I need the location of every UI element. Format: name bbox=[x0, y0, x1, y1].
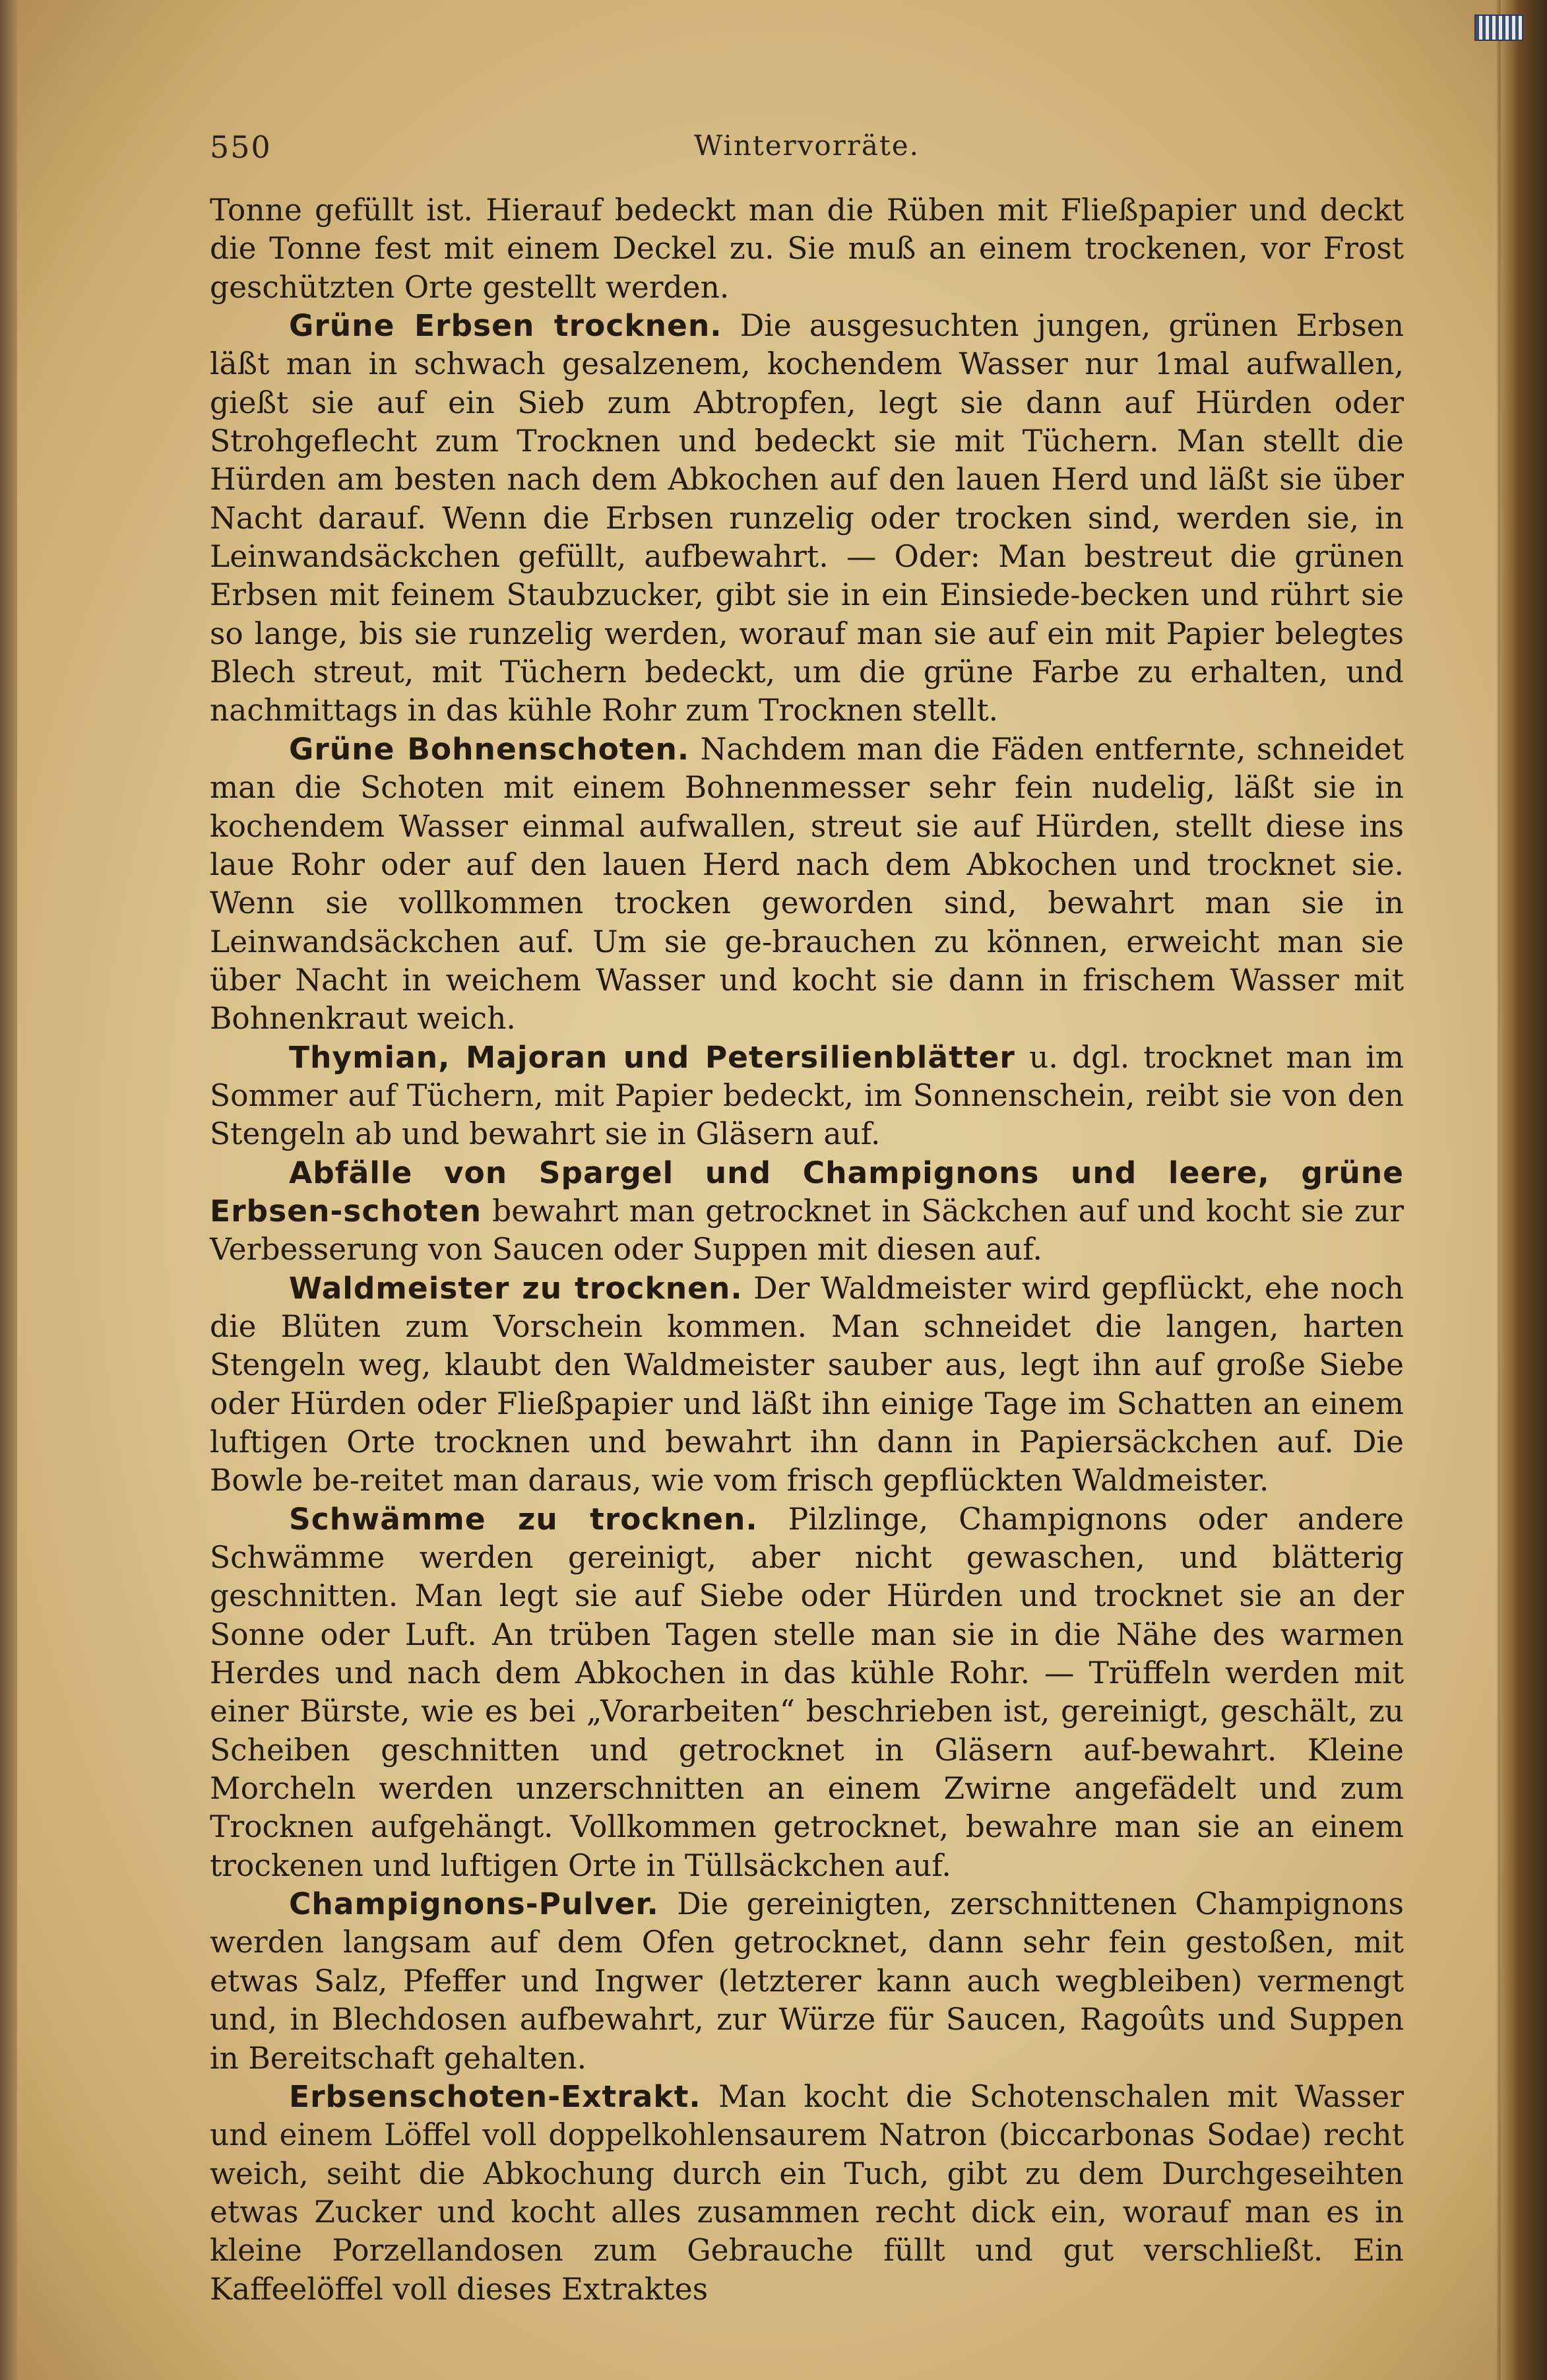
recipe-heading: Grüne Erbsen trocknen. bbox=[289, 308, 722, 344]
left-page-edge bbox=[0, 0, 17, 2380]
paragraph-text: Nachdem man die Fäden entfernte, schneidet man die Schoten mit einem Bohnenmesser sehr fein nudelig, läßt sie in kochendem Wasser einmal aufwallen, streut sie auf Hürden, stellt diese ins laue Rohr oder auf den lauen Herd nach dem Abkochen und trocknet sie. Wenn sie vollkommen trocken geworden sind, bewahrt man sie in Leinwandsäckchen auf. Um sie ge-brauchen zu können, erweicht man sie über Nacht in weichem Wasser und kocht sie dann in frischem Wasser mit Bohnenkraut weich. bbox=[210, 731, 1404, 1037]
paragraph-continuation bbox=[210, 191, 1404, 307]
paragraph-text: Die gereinigten, zerschnittenen Champignons werden langsam auf dem Ofen getrocknet, dann sehr fein gestoßen, mit etwas Salz, Pfeffer und Ingwer (letzterer kann auch wegbleiben) vermengt und, in Blechdosen aufbewahrt, zur Würze für Saucen, Ragoûts und Suppen in Bereitschaft gehalten. bbox=[210, 1886, 1404, 2076]
recipe-heading: Waldmeister zu trocknen. bbox=[289, 1270, 743, 1306]
page-number: 550 bbox=[210, 129, 272, 165]
recipe-heading: Erbsenschoten-Extrakt. bbox=[289, 2078, 701, 2114]
page-header bbox=[210, 129, 1404, 176]
paragraph-text: Tonne gefüllt ist. Hierauf bedeckt man die Rüben mit Fließpapier und deckt die Tonne fest mit einem Deckel zu. Sie muß an einem trockenen, vor Frost geschützten Orte gestellt werden. bbox=[210, 193, 1404, 305]
recipe-heading: Thymian, Majoran und Petersilienblätter bbox=[289, 1039, 1015, 1075]
recipe-heading: Schwämme zu trocknen. bbox=[289, 1501, 758, 1537]
paragraph-abfaelle bbox=[210, 1154, 1404, 1270]
paragraph-gruene-erbsen bbox=[210, 307, 1404, 730]
paragraph-bohnenschoten bbox=[210, 730, 1404, 1039]
paragraph-text: Die ausgesuchten jungen, grünen Erbsen läßt man in schwach gesalzenem, kochendem Wasser nur 1mal aufwallen, gießt sie auf ein Sieb zum Abtropfen, legt sie dann auf Hürden oder Strohgeflecht zum Trocknen und bedeckt sie mit Tüchern. Man stellt die Hürden am besten nach dem Abkochen auf den lauen Herd und läßt sie über Nacht darauf. Wenn die Erbsen runzelig oder trocken sind, werden sie, in Leinwandsäckchen gefüllt, aufbewahrt. — Oder: Man bestreut die grünen Erbsen mit feinem Staubzucker, gibt sie in ein Einsiede-becken und rührt sie so lange, bis sie runzelig werden, worauf man sie auf ein mit Papier belegtes Blech streut, mit Tüchern bedeckt, um die grüne Farbe zu erhalten, und nachmittags in das kühle Rohr zum Trocknen stellt. bbox=[210, 308, 1405, 728]
running-title: Wintervorräte. bbox=[693, 129, 920, 162]
paragraph-thymian bbox=[210, 1039, 1404, 1154]
paragraph-erbsenschoten-extrakt bbox=[210, 2078, 1404, 2309]
book-binding bbox=[1501, 0, 1547, 2380]
body-text bbox=[210, 191, 1404, 2309]
paragraph-text: Man kocht die Schotenschalen mit Wasser und einem Löffel voll doppelkohlensaurem Natron (biccarbonas Sodae) recht weich, seiht die Abkochung durch ein Tuch, gibt zu dem Durchgeseihten etwas Zucker und kocht alles zusammen recht dick ein, worauf man es in kleine Porzellandosen zum Gebrauche füllt und gut verschließt. Ein Kaffeelöffel voll dieses Extraktes bbox=[210, 2078, 1404, 2307]
paragraph-text: u. dgl. trocknet man im Sommer auf Tüchern, mit Papier bedeckt, im Sonnenschein, reibt sie von den Stengeln ab und bewahrt sie in Gläsern auf. bbox=[210, 1039, 1404, 1152]
color-tag bbox=[1474, 15, 1523, 41]
paragraph-schwaemme bbox=[210, 1500, 1404, 1885]
paragraph-text: Pilzlinge, Champignons oder andere Schwämme werden gereinigt, aber nicht gewaschen, und blätterig geschnitten. Man legt sie auf Siebe oder Hürden und trocknet sie an der Sonne oder Luft. An trüben Tagen stelle man sie in die Nähe des warmen Herdes und nach dem Abkochen in das kühle Rohr. — Trüffeln werden mit einer Bürste, wie es bei „Vorarbeiten“ beschrieben ist, gereinigt, geschält, zu Scheiben geschnitten und getrocknet in Gläsern auf-bewahrt. Kleine Morcheln werden unzerschnitten an einem Zwirne angefädelt und zum Trocknen aufgehängt. Vollkommen getrocknet, bewahre man sie an einem trockenen und luftigen Orte in Tüllsäckchen auf. bbox=[210, 1501, 1404, 1883]
paragraph-champignons-pulver bbox=[210, 1885, 1404, 2078]
recipe-heading: Abfälle von Spargel und Champignons und leere, grüne Erbsen-schoten bbox=[210, 1155, 1404, 1229]
paragraph-waldmeister bbox=[210, 1270, 1404, 1500]
recipe-heading: Champignons-Pulver. bbox=[289, 1886, 659, 1922]
paragraph-text: bewahrt man getrocknet in Säckchen auf und kocht sie zur Verbesserung von Saucen oder Suppen mit diesen auf. bbox=[210, 1193, 1404, 1268]
paragraph-text: Der Waldmeister wird gepflückt, ehe noch die Blüten zum Vorschein kommen. Man schneidet die langen, harten Stengeln weg, klaubt den Waldmeister sauber aus, legt ihn auf große Siebe oder Hürden oder Fließpapier und läßt ihn einige Tage im Schatten an einem luftigen Orte trocknen und bewahrt ihn dann in Papiersäckchen auf. Die Bowle be-reitet man daraus, wie vom frisch gepflückten Waldmeister. bbox=[210, 1270, 1404, 1498]
recipe-heading: Grüne Bohnenschoten. bbox=[289, 731, 690, 767]
